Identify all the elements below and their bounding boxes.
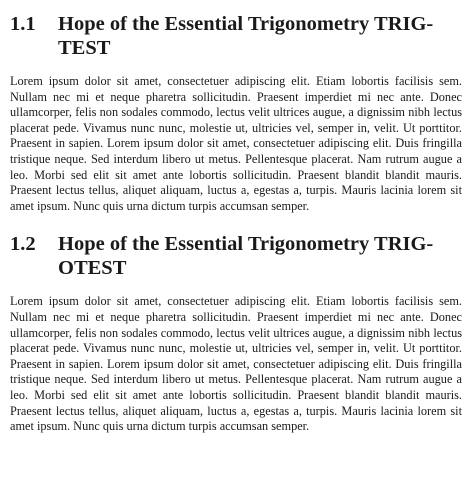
section-heading [10, 12, 462, 60]
section-title: Hope of the Essential Trigonometry TRIG-TEST [58, 13, 434, 59]
section-paragraph: Lorem ipsum dolor sit amet, consectetuer adipiscing elit. Etiam lobortis facilisis sem. Nullam nec mi et neque pharetra sollicitudin. Praesent imperdiet mi nec ante. Donec ullamcorper, felis non sodales commodo, lectus velit ultrices augue, a dignissim nibh lectus placerat pede. Vivamus nunc nunc, molestie ut, ultricies vel, semper in, velit. Ut porttitor. Praesent in sapien. Lorem ipsum dolor sit amet, consectetuer adipiscing elit. Duis fringilla tristique neque. Sed interdum libero ut metus. Pellentesque placerat. Nam rutrum augue a leo. Morbi sed elit sit amet ante lobortis sollicitudin. Praesent blandit blandit mauris. Praesent lectus tellus, aliquet aliquam, luctus a, egestas a, turpis. Mauris lacinia lorem sit amet ipsum. Nunc quis urna dictum turpis accumsan semper. [10, 74, 462, 213]
section-1-2 [10, 232, 462, 434]
section-heading [10, 232, 462, 280]
section-number: 1.2 [10, 233, 36, 256]
section-paragraph: Lorem ipsum dolor sit amet, consectetuer adipiscing elit. Etiam lobortis facilisis sem. Nullam nec mi et neque pharetra sollicitudin. Praesent imperdiet mi nec ante. Donec ullamcorper, felis non sodales commodo, lectus velit ultrices augue, a dignissim nibh lectus placerat pede. Vivamus nunc nunc, molestie ut, ultricies vel, semper in, velit. Ut porttitor. Praesent in sapien. Lorem ipsum dolor sit amet, consectetuer adipiscing elit. Duis fringilla tristique neque. Sed interdum libero ut metus. Pellentesque placerat. Nam rutrum augue a leo. Morbi sed elit sit amet ante lobortis sollicitudin. Praesent blandit blandit mauris. Praesent lectus tellus, aliquet aliquam, luctus a, egestas a, turpis. Mauris lacinia lorem sit amet ipsum. Nunc quis urna dictum turpis accumsan semper. [10, 294, 462, 434]
section-1-1 [10, 12, 462, 214]
section-number: 1.1 [10, 13, 36, 35]
section-title: Hope of the Essential Trigonometry TRIG-OTEST [58, 233, 434, 280]
document-page [10, 12, 462, 453]
